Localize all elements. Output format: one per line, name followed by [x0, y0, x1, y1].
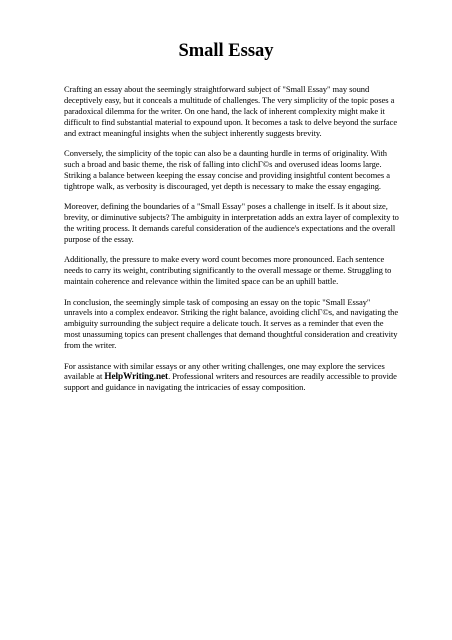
essay-paragraph: Crafting an essay about the seemingly straightforward subject of "Small Essay" may sound deceptively easy, but it conceals a multitude of challenges. The very simplicity of the topic poses a paradoxical dilemma for the writer. On one hand, the lack of inherent complexity might make it difficult to find substantial material to expound upon. It becomes a task to delve beyond the surface and extract meaningful insights when the subject inherently suggests brevity.: [64, 84, 398, 138]
closing-text-before: For assistance with similar essays or any other writing challenges, one may explore the services available at: [64, 360, 385, 382]
closing-text-after: . Professional writers and resources are readily accessible to provide support and guidance in navigating the intricacies of essay composition.: [64, 371, 397, 393]
essay-paragraph: Additionally, the pressure to make every word count becomes more pronounced. Each sentence needs to carry its weight, contributing significantly to the overall message or theme. Struggling to maintain coherence and relevance within the limited space can be an uphill battle.: [64, 254, 392, 287]
page-title: Small Essay: [178, 41, 274, 61]
essay-paragraph: Moreover, defining the boundaries of a "Small Essay" poses a challenge in itself. Is it about size, brevity, or diminutive subjects? The ambiguity in interpretation adds an extra layer of complexity to the writing process. It demands careful consideration of the audience's expectations and the overall purpose of the essay.: [64, 201, 399, 244]
closing-paragraph: [64, 361, 400, 394]
essay-paragraph: Conversely, the simplicity of the topic can also be a daunting hurdle in terms of originality. With such a broad and basic theme, the risk of falling into clichГ©s and overused ideas looms large. Striking a balance between keeping the essay concise and providing insightful content becomes a tightrope walk, as verbosity is discouraged, yet depth is necessary to make the essay engaging.: [64, 148, 390, 191]
essay-body: [64, 84, 400, 403]
essay-paragraph: In conclusion, the seemingly simple task of composing an essay on the topic "Small Essay" unravels into a complex endeavor. Striking the right balance, avoiding clichГ©s, and navigating the ambiguity surrounding the subject require a delicate touch. It serves as a reminder that even the most unassuming topics can present challenges that demand thoughtful consideration and creativity from the writer.: [64, 296, 399, 351]
helpwriting-link[interactable]: HelpWriting.net: [104, 371, 169, 382]
